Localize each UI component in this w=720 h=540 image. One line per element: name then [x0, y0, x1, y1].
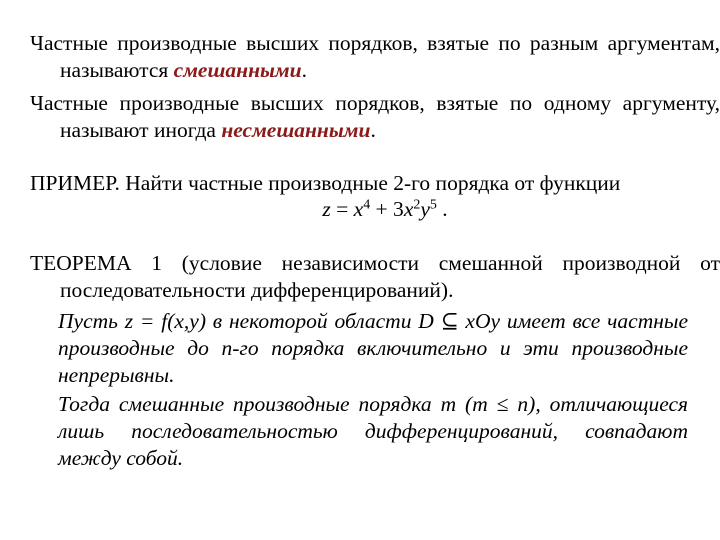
definition-unmixed-text: Частные производные высших порядков, взятые по одному аргументу, называют иногда	[30, 91, 720, 142]
theorem-conclusion: Тогда смешанные производные порядка m (m ≤ n), отличающиеся лишь последовательностью дифференцирований, совпадают между собой.	[58, 392, 688, 470]
example-formula: $z = x^4 + 3x^2y^5$ .	[322, 197, 448, 221]
definition-unmixed-end: .	[370, 118, 376, 142]
term-mixed: смешанными	[173, 58, 302, 82]
theorem-title: ТЕОРЕМА 1 (условие независимости смешанной производной от последовательности дифференцирований).	[30, 251, 720, 302]
definition-mixed-text: Частные производные высших порядков, взятые по разным аргументам, называются	[30, 31, 720, 82]
theorem-condition: Пусть z = f(x,y) в некоторой области D ⊆ xOy имеет все частные производные до n-го порядка включительно и эти производные непрерывны.	[58, 309, 688, 387]
term-unmixed: несмешанными	[221, 118, 371, 142]
definition-mixed-end: .	[301, 58, 307, 82]
definition-mixed	[30, 30, 720, 84]
example-label: ПРИМЕР. Найти частные производные 2-го порядка от функции	[30, 171, 621, 195]
definition-unmixed	[30, 90, 720, 144]
